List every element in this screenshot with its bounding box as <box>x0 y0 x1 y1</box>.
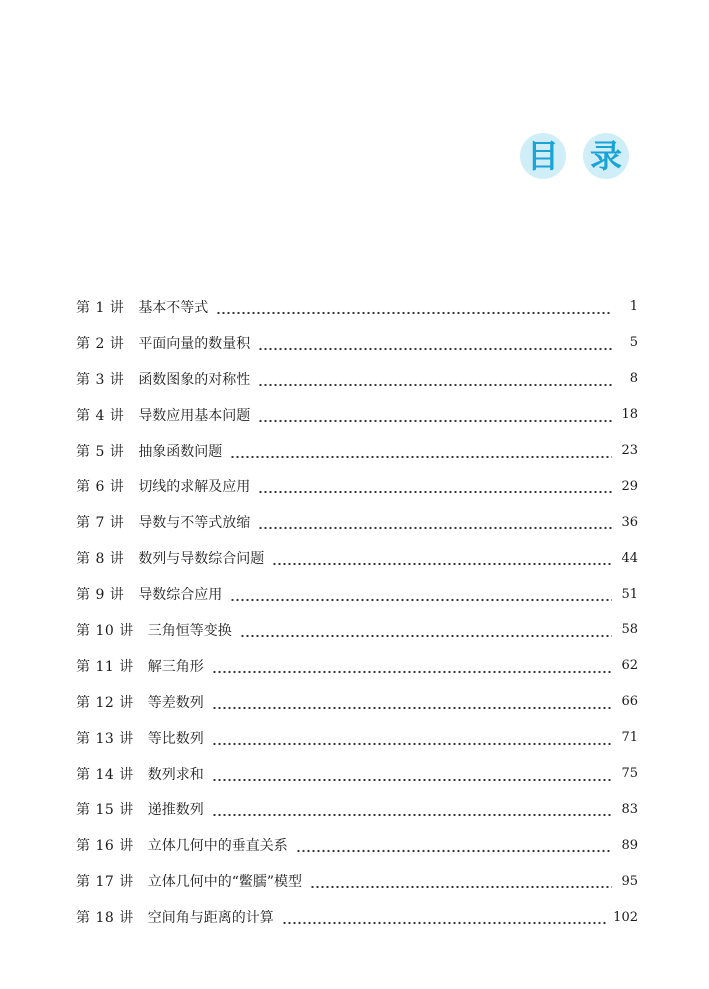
dot-leader <box>258 515 612 529</box>
lecture-title: 抽象函数问题 <box>138 443 223 460</box>
dot-leader <box>216 300 612 314</box>
lecture-number: 第 13 讲 <box>76 730 134 747</box>
title-char-2: 录 <box>583 133 629 179</box>
dot-leader <box>272 551 612 565</box>
dot-leader <box>258 479 612 493</box>
page-number: 18 <box>621 407 638 423</box>
lecture-title: 解三角形 <box>147 658 204 675</box>
lecture-number: 第 14 讲 <box>76 766 134 783</box>
lecture-number: 第 1 讲 <box>76 299 125 316</box>
page-number: 29 <box>621 478 638 494</box>
lecture-title: 函数图象的对称性 <box>138 371 251 388</box>
page-number: 66 <box>621 694 638 710</box>
dot-leader <box>258 372 612 386</box>
page-number: 5 <box>629 335 638 351</box>
page-title <box>520 133 629 179</box>
dot-leader <box>212 802 612 816</box>
lecture-number: 第 12 讲 <box>76 694 134 711</box>
toc-entry-16[interactable] <box>76 827 638 863</box>
dot-leader <box>212 731 612 745</box>
dot-leader <box>212 767 612 781</box>
lecture-number: 第 8 讲 <box>76 551 125 568</box>
lecture-number: 第 2 讲 <box>76 335 125 352</box>
toc-entry-14[interactable] <box>76 756 638 792</box>
lecture-number: 第 16 讲 <box>76 838 134 855</box>
table-of-contents <box>76 289 638 935</box>
page-number: 8 <box>629 371 638 387</box>
lecture-title: 递推数列 <box>147 802 204 819</box>
toc-entry-11[interactable] <box>76 648 638 684</box>
dot-leader <box>230 444 612 458</box>
lecture-title: 数列与导数综合问题 <box>138 551 265 568</box>
toc-entry-18[interactable] <box>76 899 638 935</box>
lecture-number: 第 9 讲 <box>76 587 125 604</box>
dot-leader <box>230 587 612 601</box>
lecture-number: 第 17 讲 <box>76 874 134 891</box>
toc-entry-6[interactable] <box>76 468 638 504</box>
page-number: 95 <box>621 873 638 889</box>
lecture-number: 第 15 讲 <box>76 802 134 819</box>
page-number: 62 <box>621 658 638 674</box>
toc-entry-9[interactable] <box>76 576 638 612</box>
lecture-number: 第 18 讲 <box>76 910 134 927</box>
toc-entry-8[interactable] <box>76 540 638 576</box>
lecture-title: 切线的求解及应用 <box>138 479 251 496</box>
toc-entry-1[interactable] <box>76 289 638 325</box>
dot-leader <box>258 408 612 422</box>
page-number: 51 <box>621 586 638 602</box>
toc-entry-15[interactable] <box>76 791 638 827</box>
lecture-title: 空间角与距离的计算 <box>147 910 274 927</box>
lecture-number: 第 7 讲 <box>76 515 125 532</box>
dot-leader <box>258 336 612 350</box>
dot-leader <box>310 874 612 888</box>
page-number: 44 <box>621 550 638 566</box>
page-number: 102 <box>613 909 638 925</box>
lecture-title: 立体几何中的垂直关系 <box>147 838 288 855</box>
toc-entry-10[interactable] <box>76 612 638 648</box>
lecture-title: 三角恒等变换 <box>147 622 232 639</box>
toc-entry-2[interactable] <box>76 325 638 361</box>
toc-entry-5[interactable] <box>76 433 638 469</box>
lecture-title: 平面向量的数量积 <box>138 335 251 352</box>
dot-leader <box>282 910 607 924</box>
page-number: 58 <box>621 622 638 638</box>
dot-leader <box>240 623 612 637</box>
lecture-title: 等差数列 <box>147 694 204 711</box>
page-number: 23 <box>621 443 638 458</box>
toc-entry-3[interactable] <box>76 361 638 397</box>
page-number: 71 <box>621 730 638 746</box>
lecture-title: 导数应用基本问题 <box>138 407 251 424</box>
dot-leader <box>212 659 612 673</box>
page-number: 1 <box>629 299 638 315</box>
lecture-title: 立体几何中的“鳖臑”模型 <box>147 874 303 891</box>
lecture-title: 等比数列 <box>147 730 204 747</box>
toc-entry-4[interactable] <box>76 397 638 433</box>
lecture-title: 基本不等式 <box>138 299 209 316</box>
toc-entry-7[interactable] <box>76 504 638 540</box>
lecture-number: 第 5 讲 <box>76 443 125 460</box>
lecture-number: 第 6 讲 <box>76 479 125 496</box>
toc-entry-13[interactable] <box>76 720 638 756</box>
title-char-1: 目 <box>520 133 566 179</box>
lecture-title: 导数综合应用 <box>138 587 223 604</box>
lecture-title: 数列求和 <box>147 766 204 783</box>
lecture-title: 导数与不等式放缩 <box>138 515 251 532</box>
page-number: 89 <box>621 837 638 853</box>
lecture-number: 第 11 讲 <box>76 658 134 675</box>
page-number: 75 <box>621 766 638 782</box>
toc-entry-17[interactable] <box>76 863 638 899</box>
page-number: 36 <box>621 514 638 530</box>
lecture-number: 第 4 讲 <box>76 407 125 424</box>
page-number: 83 <box>621 801 638 817</box>
lecture-number: 第 10 讲 <box>76 622 134 639</box>
dot-leader <box>212 695 612 709</box>
toc-entry-12[interactable] <box>76 684 638 720</box>
lecture-number: 第 3 讲 <box>76 371 125 388</box>
dot-leader <box>296 838 612 852</box>
